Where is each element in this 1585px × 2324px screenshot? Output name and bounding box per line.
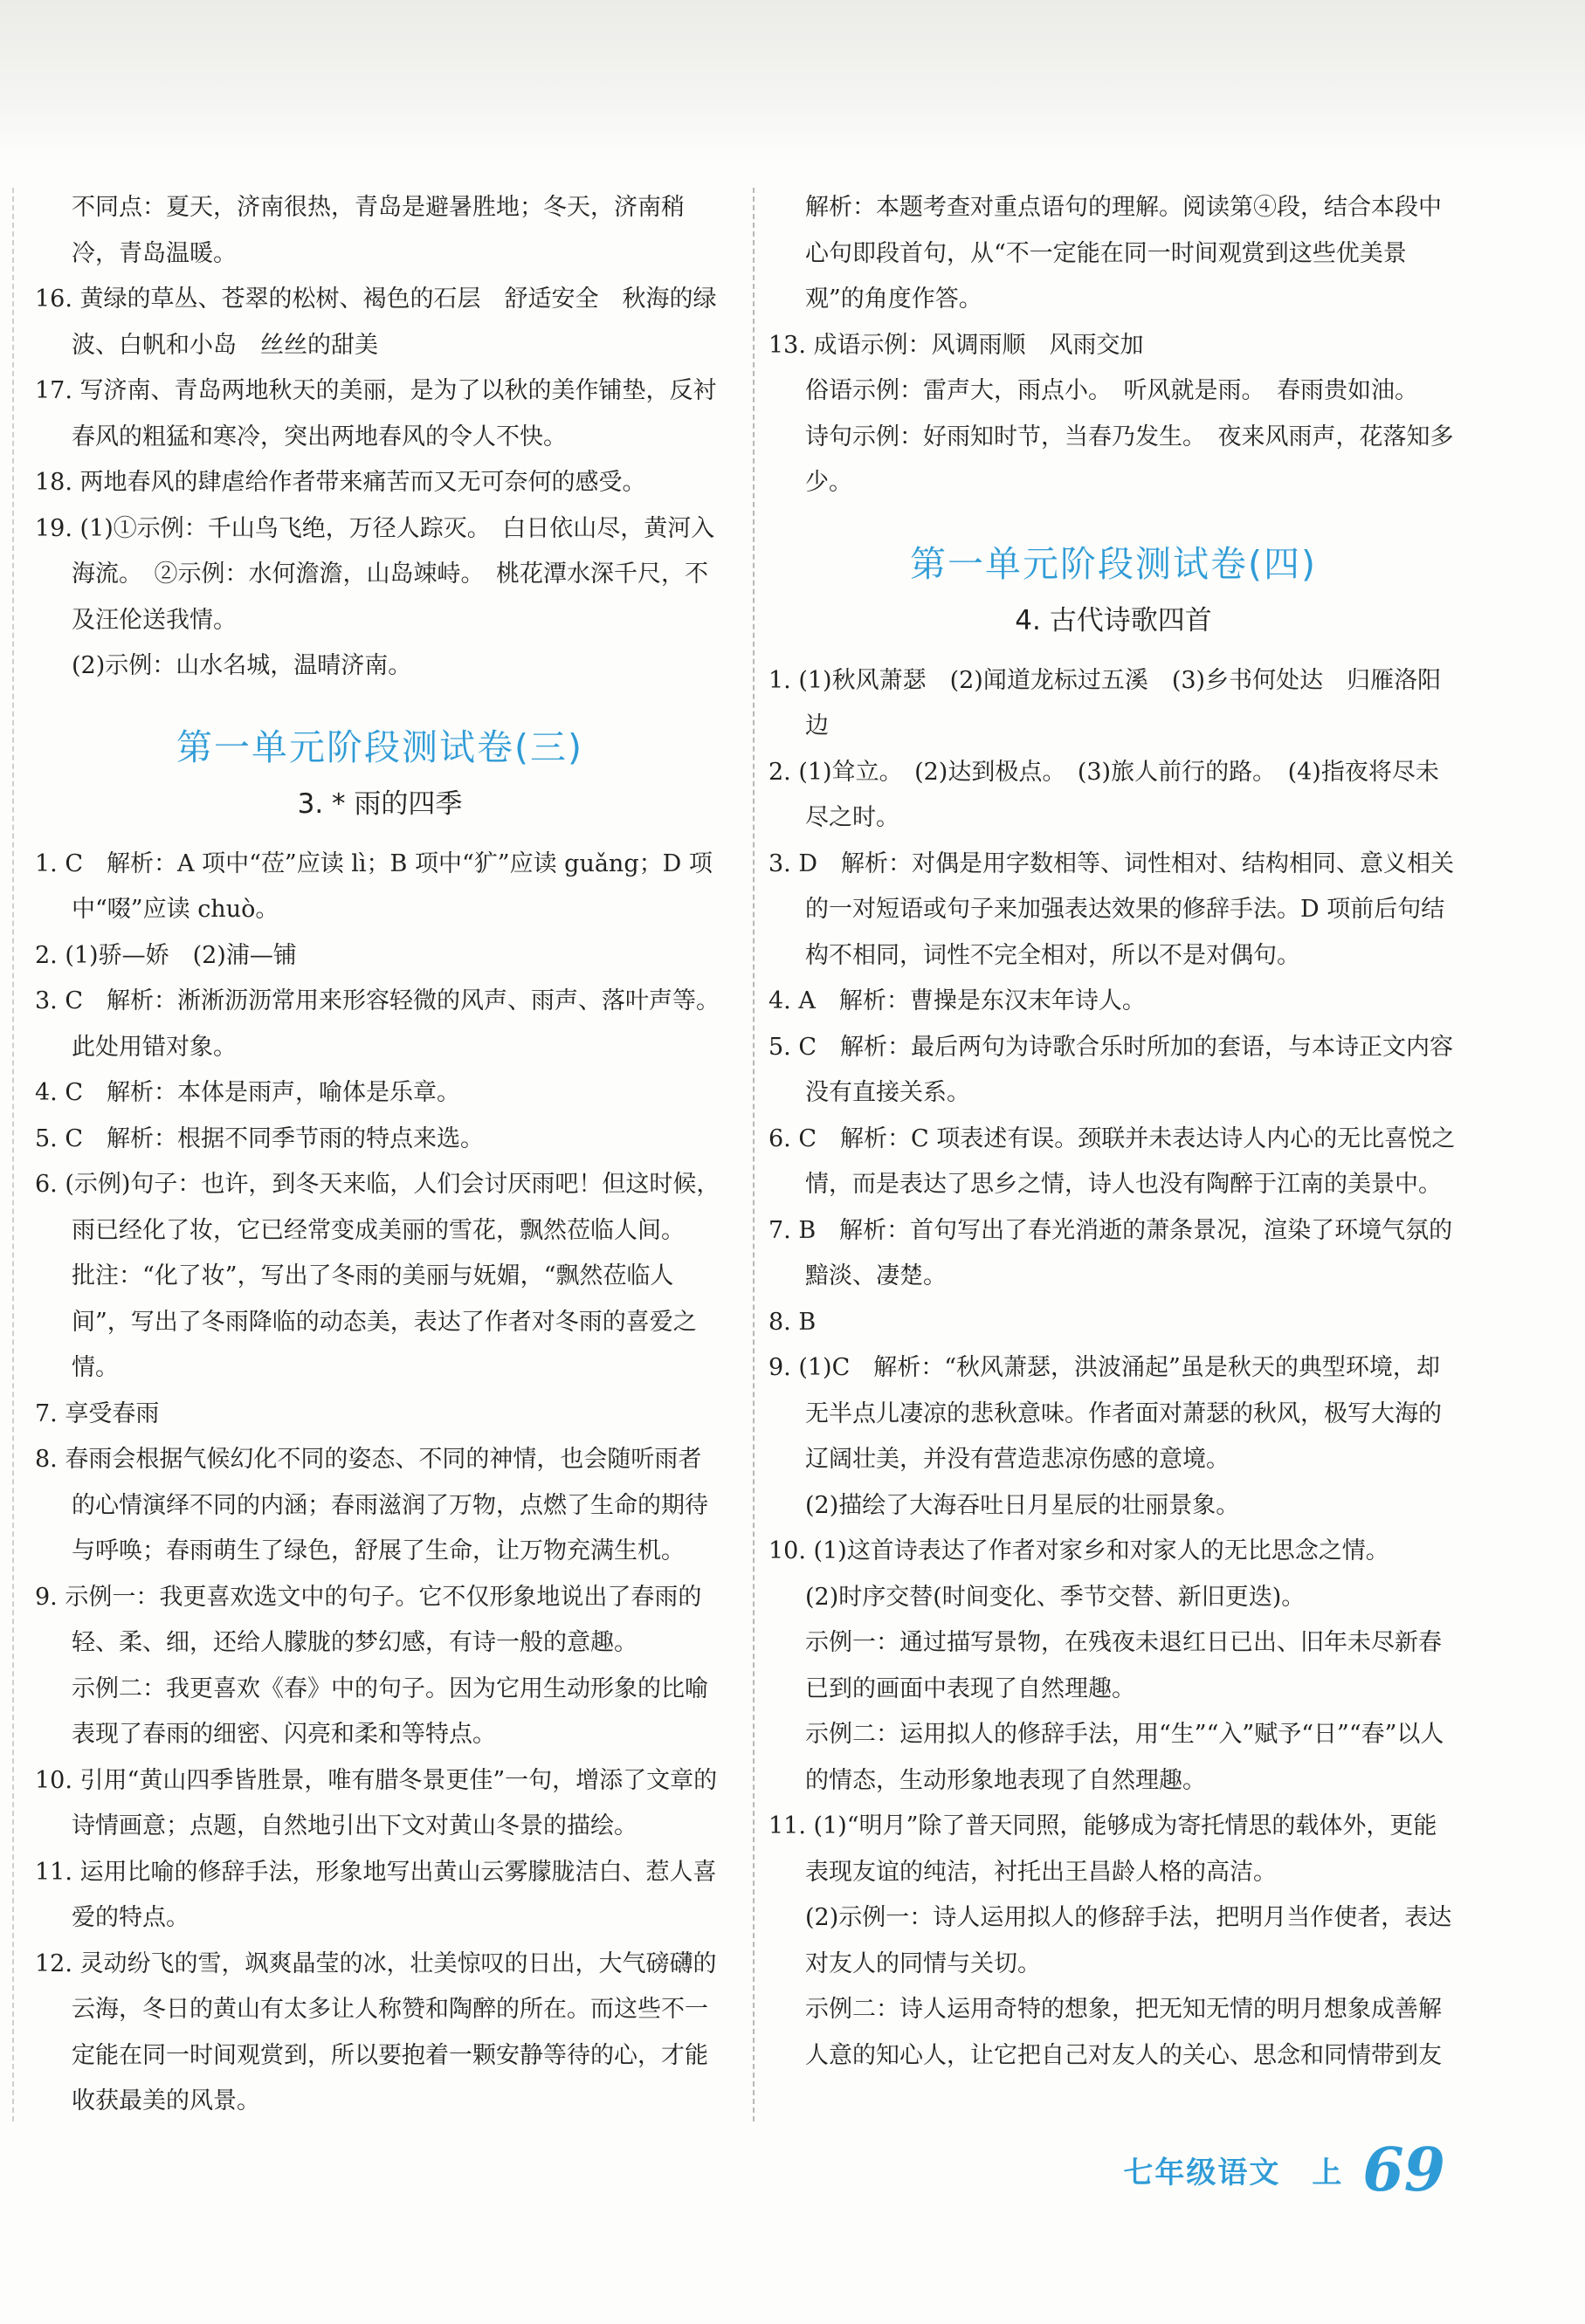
answer-line: 俗语示例：雷声大，雨点小。 听风就是雨。 春雨贵如油。 [805,377,1418,404]
section-title: 第一单元阶段测试卷(三) [176,725,583,768]
answer-item: 10. 引用“黄山四季皆胜景，唯有腊冬景更佳”一句，增添了文章的诗情画意；点题，自然地引出下文对黄山冬景的描绘。 [35,1766,718,1839]
answer-line: (2)示例：山水名城，温晴济南。 [72,652,412,679]
left-column [35,185,725,2125]
page-footer [1123,2121,1445,2205]
answer-item: 4. A 解析：曹操是东汉末年诗人。 [768,987,1146,1014]
answer-line: 示例二：我更喜欢《春》中的句子。因为它用生动形象的比喻表现了春雨的细密、闪亮和柔和等特点。 [72,1674,708,1748]
answer-line: 诗句示例：好雨知时节，当春乃发生。 夜来风雨声，花落知多少。 [805,423,1454,496]
answer-item: 7. B 解析：首句写出了春光消逝的萧条景况，渲染了环境气氛的黯淡、凄楚。 [768,1216,1453,1289]
answer-line: (2)示例一：诗人运用拟人的修辞手法，把明月当作使者，表达对友人的同情与关切。 [805,1904,1452,1977]
answer-item: 1. C 解析：A 项中“莅”应读 lì；B 项中“犷”应读 guǎng；D 项中“啜”应读 chuò。 [35,849,713,923]
page-number: 69 [1362,2135,1445,2205]
answer-item: 11. 运用比喻的修辞手法，形象地写出黄山云雾朦胧洁白、惹人喜爱的特点。 [35,1858,717,1931]
answer-item: 6. C 解析：C 项表述有误。颈联并未表达诗人内心的无比喜悦之情，而是表达了思乡之情，诗人也没有陶醉于江南的美景中。 [768,1124,1456,1198]
subsection-title: 3. * 雨的四季 [297,787,463,820]
answer-item: 6. (示例)句子：也许，到冬天来临，人们会讨厌雨吧！但这时候，雨已经化了妆，它已经常变成美丽的雪花，飘然莅临人间。 [35,1171,720,1244]
subsection-title: 4. 古代诗歌四首 [1015,604,1212,636]
answer-line: 批注：“化了妆”，写出了冬雨的美丽与妩媚，“飘然莅临人间”，写出了冬雨降临的动态美，表达了作者对冬雨的喜爱之情。 [72,1262,697,1381]
answer-line: (2)时序交替(时间变化、季节交替、新旧更迭)。 [805,1583,1306,1611]
answer-item: 8. 春雨会根据气候幻化不同的姿态、不同的神情，也会随听雨者的心情演绎不同的内涵；春雨滋润了万物，点燃了生命的期待与呼唤；春雨萌生了绿色，舒展了生命，让万物充满生机。 [35,1446,708,1564]
answer-item: 16. 黄绿的草丛、苍翠的松树、褐色的石层 舒适安全 秋海的绿波、白帆和小岛 丝丝的甜美 [35,285,717,359]
top-margin-band [0,0,1585,162]
answer-item: 2. (1)骄—娇 (2)浦—铺 [35,941,297,969]
answer-line: 示例一：通过描写景物，在残夜未退红日已出、旧年未尽新春已到的画面中表现了自然理趣。 [805,1629,1442,1702]
answer-line: 解析：本题考查对重点语句的理解。阅读第④段，结合本段中心句即段首句，从“不一定能在同一时间观赏到这些优美景观”的角度作答。 [805,194,1442,313]
answer-item: 5. C 解析：根据不同季节雨的特点来选。 [35,1124,485,1152]
answer-item: 10. (1)这首诗表达了作者对家乡和对家人的无比思念之情。 [768,1537,1389,1564]
answer-item: 3. C 解析：淅淅沥沥常用来形容轻微的风声、雨声、落叶声等。此处用错对象。 [35,987,720,1061]
book-label: 七年级语文 上 [1123,2156,1344,2190]
answer-line: 示例二：运用拟人的修辞手法，用“生”“入”赋予“日”“春”以人的情态，生动形象地表现了自然理趣。 [805,1721,1444,1794]
answer-item: 12. 灵动纷飞的雪，飒爽晶莹的冰，壮美惊叹的日出，大气磅礴的云海，冬日的黄山有太多让人称赞和陶醉的所在。而这些不一定能在同一时间观赏到，所以要抱着一颗安静等待的心，才能收获最美的风景。 [35,1949,717,2114]
answer-item: 19. (1)①示例：千山鸟飞绝，万径人踪灭。 白日依山尽，黄河入海流。 ②示例：水何澹澹，山岛竦峙。 桃花潭水深千尺，不及汪伦送我情。 [35,514,715,634]
answer-item: 4. C 解析：本体是雨声，喻体是乐章。 [35,1079,461,1106]
answer-item: 1. (1)秋风萧瑟 (2)闻道龙标过五溪 (3)乡书何处达 归雁洛阳边 [768,666,1442,739]
answer-item: 8. B [768,1308,817,1336]
answer-line: 不同点：夏天，济南很热，青岛是避暑胜地；冬天，济南稍冷，青岛温暖。 [72,194,685,267]
answer-item: 13. 成语示例：风调雨顺 风雨交加 [768,331,1144,359]
answer-item: 11. (1)“明月”除了普天同照，能够成为寄托情思的载体外，更能表现友谊的纯洁，衬托出王昌龄人格的高洁。 [768,1812,1437,1886]
answer-item: 9. 示例一：我更喜欢选文中的句子。它不仅形象地说出了春雨的轻、柔、细，还给人朦胧的梦幻感，有诗一般的意趣。 [35,1583,702,1656]
answer-item: 5. C 解析：最后两句为诗歌合乐时所加的套语，与本诗正文内容没有直接关系。 [768,1033,1454,1106]
answer-item: 17. 写济南、青岛两地秋天的美丽，是为了以秋的美作铺垫，反衬春风的粗猛和寒冷，突出两地春风的令人不快。 [35,377,717,450]
answer-item: 2. (1)耸立。 (2)达到极点。 (3)旅人前行的路。 (4)指夜将尽未尽之时。 [768,758,1439,831]
right-column [768,185,1458,2079]
answer-line: (2)描绘了大海吞吐日月星辰的壮丽景象。 [805,1491,1240,1519]
answer-item: 18. 两地春风的肆虐给作者带来痛苦而又无可奈何的感受。 [35,469,646,496]
left-margin-rule [12,188,14,2121]
answer-line: 示例二：诗人运用奇特的想象，把无知无情的明月想象成善解人意的知心人，让它把自己对友人的关心、思念和同情带到友 [805,1996,1442,2069]
section-title: 第一单元阶段测试卷(四) [910,542,1317,585]
answer-item: 7. 享受春雨 [35,1399,160,1427]
answer-item: 9. (1)C 解析：“秋风萧瑟，洪波涌起”虽是秋天的典型环境，却无半点儿凄凉的悲秋意味。作者面对萧瑟的秋风，极写大海的辽阔壮美，并没有营造悲凉伤感的意境。 [768,1354,1442,1473]
answer-item: 3. D 解析：对偶是用字数相等、词性相对、结构相同、意义相关的一对短语或句子来加强表达效果的修辞手法。D 项前后句结构不相同，词性不完全相对，所以不是对偶句。 [768,849,1454,969]
column-divider [753,188,755,2121]
